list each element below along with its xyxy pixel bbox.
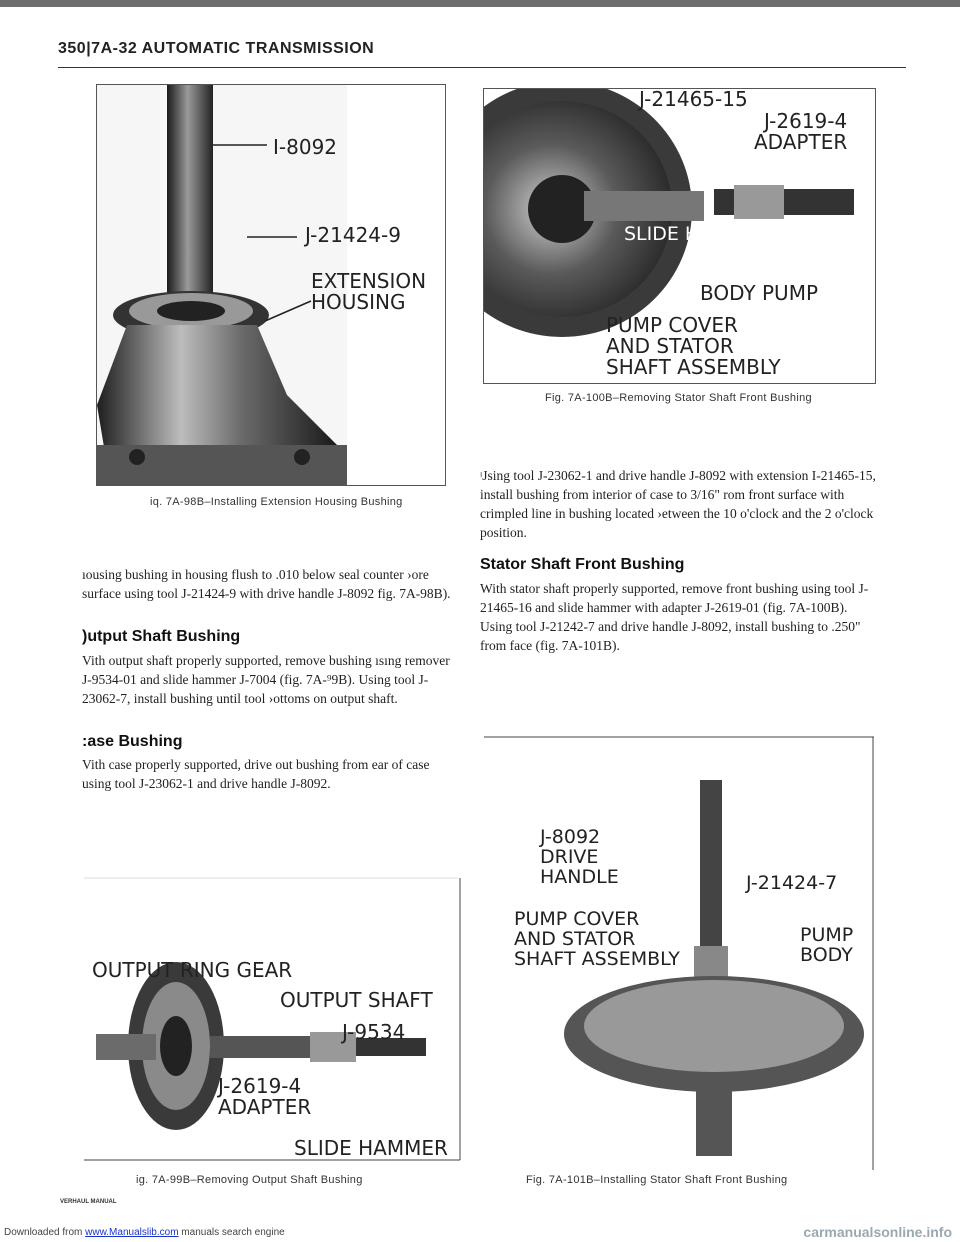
download-footer	[0, 1224, 960, 1242]
callout-pump-cover-assembly: PUMP COVER AND STATOR SHAFT ASSEMBLY	[606, 313, 781, 379]
output-shaft-removal-photo	[80, 876, 462, 1162]
left-para-2: Vith output shaft properly supported, remove bushing ısıng remover J-9534-01 and slide hammer J-7004 (fig. 7A-⁹9B). Using tool J-23062-7, install bushing until tool ›ottoms on output shaft.	[82, 653, 450, 706]
manual-footer-label: VERHAUL MANUAL	[60, 1199, 117, 1205]
left-para-3: Vith case properly supported, drive out bushing from ear of case using tool J-23062-1 and drive handle J-8092.	[82, 757, 430, 791]
callout-slide-hammer: SLIDE HAMMER	[624, 223, 771, 245]
callout-j-8092-drive-handle: J-8092 DRIVE HANDLE	[540, 826, 619, 888]
download-notice	[4, 1227, 285, 1238]
right-para-2: With stator shaft properly supported, remove front bushing using tool J-21465-16 and slide hammer with adapter J-2619-01 (fig. 7A-100B). Using tool J-21242-7 and drive handle J-8092, install bushing to .250" from face (fig. 7A-101B).	[480, 581, 869, 653]
callout-j-21424-9: J-21424-9	[305, 223, 401, 247]
right-para-1: ᶦJsing tool J-23062-1 and drive handle J-8092 with extension I-21465-15, install bushing from interior of case to 3/16" rom front surface with crimpled line in bushing located ›etween the 10 o'clock and the 2 o'clock position.	[480, 468, 876, 540]
caption-7a-101b: Fig. 7A-101B–Installing Stator Shaft Front Bushing	[526, 1174, 788, 1186]
download-suffix: manuals search engine	[178, 1227, 285, 1238]
manualslib-link[interactable]: www.Manualslib.com	[85, 1227, 179, 1238]
caption-7a-99b: ig. 7A-99B–Removing Output Shaft Bushing	[136, 1174, 363, 1186]
caption-7a-100b: Fig. 7A-100B–Removing Stator Shaft Front Bushing	[545, 392, 812, 404]
callout-extension-housing: EXTENSION HOUSING	[311, 269, 427, 314]
callout-j-21465-15: J-21465-15	[639, 88, 748, 111]
left-heading-output-shaft-bushing: )utput Shaft Bushing	[82, 628, 241, 645]
callout-output-ring-gear: OUTPUT RING GEAR	[92, 958, 293, 982]
callout-j-2619-4-adapter-b: J-2619-4 ADAPTER	[218, 1074, 312, 1119]
callout-j-9534: J-9534	[342, 1020, 406, 1044]
download-prefix: Downloaded from	[4, 1227, 86, 1238]
callout-pump-cover-assembly-b: PUMP COVER AND STATOR SHAFT ASSEMBLY	[514, 908, 680, 970]
figure-7a-98b	[96, 84, 446, 486]
watermark: carmanualsonline.info	[803, 1224, 952, 1240]
callout-j-21424-7: J-21424-7	[746, 872, 838, 894]
left-para-1: ıousing bushing in housing flush to .010 below seal counter ›ore surface using tool J-21424-9 with drive handle J-8092 fig. 7A-98B).	[82, 567, 451, 601]
left-heading-case-bushing: :ase Bushing	[82, 733, 183, 750]
callout-pump-body: PUMP BODY	[800, 924, 854, 966]
page-header	[58, 40, 906, 68]
figure-7a-101b	[484, 736, 876, 1170]
right-heading-stator-shaft-front-bushing: Stator Shaft Front Bushing	[480, 556, 685, 573]
caption-7a-98b: iq. 7A-98B–Installing Extension Housing Bushing	[150, 496, 403, 508]
callout-i-8092: I-8092	[273, 135, 338, 159]
figure-7a-100b	[483, 88, 876, 384]
callout-output-shaft: OUTPUT SHAFT	[280, 988, 433, 1012]
callout-body-pump: BODY PUMP	[700, 281, 819, 305]
callout-j-2619-4-adapter: J-2619-4 ADAPTER	[754, 109, 848, 154]
callout-slide-hammer-b: SLIDE HAMMER	[294, 1136, 448, 1160]
page-header-text: 350|7A-32 AUTOMATIC TRANSMISSION	[58, 40, 375, 57]
top-rule	[0, 0, 960, 7]
figure-7a-99b	[80, 876, 462, 1162]
